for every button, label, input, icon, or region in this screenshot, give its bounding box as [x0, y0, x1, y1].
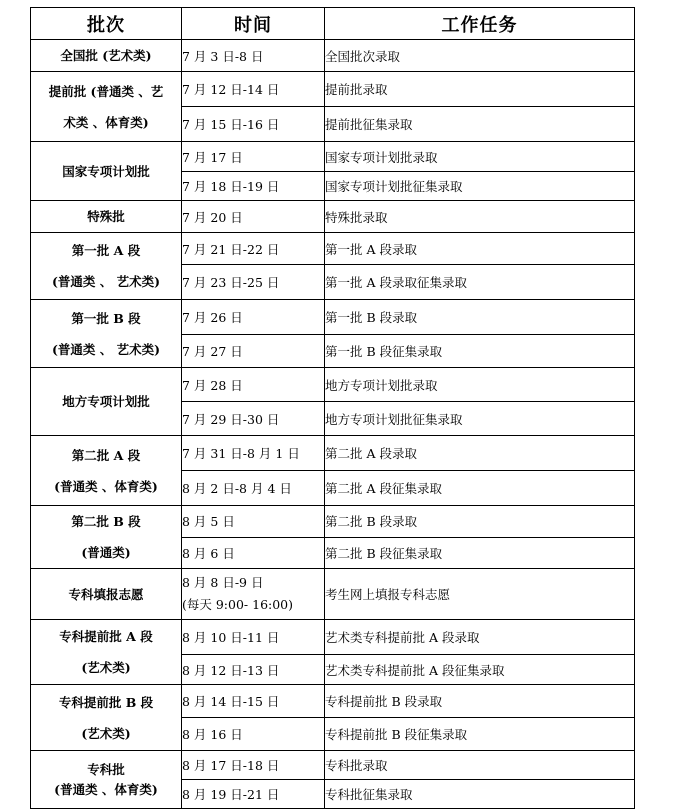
- time-cell: 8 月 12 日-13 日: [182, 655, 325, 685]
- task-cell: 第一批 A 段录取: [325, 233, 635, 265]
- task-cell: 国家专项计划批征集录取: [325, 172, 635, 201]
- batch-sublabel: (艺术类): [81, 660, 131, 675]
- task-cell: 特殊批录取: [325, 201, 635, 233]
- table-row: [31, 72, 635, 107]
- time-cell: 8 月 5 日: [182, 506, 325, 538]
- time-cell: 7 月 28 日: [182, 368, 325, 402]
- table-row: [31, 751, 635, 780]
- task-cell: 提前批录取: [325, 72, 635, 107]
- time-cell: 7 月 15 日-16 日: [182, 107, 325, 142]
- batch-label: 专科提前批 B 段: [58, 694, 154, 710]
- time-range: 8 月 8 日-9 日: [182, 575, 264, 590]
- batch-label: 地方专项计划批: [62, 394, 150, 409]
- time-cell: 8 月 17 日-18 日: [182, 751, 325, 780]
- table-row: [31, 620, 635, 655]
- table-row: [31, 201, 635, 233]
- task-cell: 第一批 B 段录取: [325, 300, 635, 335]
- admission-schedule-table: [30, 7, 635, 809]
- table-row: [31, 368, 635, 402]
- task-cell: 全国批次录取: [325, 40, 635, 72]
- task-cell: 考生网上填报专科志愿: [325, 569, 635, 620]
- task-cell: 第一批 B 段征集录取: [325, 335, 635, 368]
- table-row: [31, 300, 635, 335]
- task-cell: 国家专项计划批录取: [325, 142, 635, 172]
- table-row: [31, 142, 635, 172]
- batch-label: 专科填报志愿: [68, 586, 144, 602]
- task-cell: 专科批录取: [325, 751, 635, 780]
- task-cell: 专科提前批 B 段录取: [325, 685, 635, 718]
- time-cell: 8 月 2 日-8 月 4 日: [182, 471, 325, 506]
- batch-label: 第二批 A 段: [71, 447, 141, 463]
- batch-label: 国家专项计划批: [62, 163, 150, 179]
- time-cell: 7 月 23 日-25 日: [182, 265, 325, 300]
- batch-cell: [31, 40, 182, 72]
- task-cell: 专科批征集录取: [325, 780, 635, 809]
- header-row: [31, 8, 635, 40]
- task-cell: 专科提前批 B 段征集录取: [325, 718, 635, 751]
- batch-cell: [31, 368, 182, 436]
- batch-label: 第一批 B 段: [71, 310, 141, 326]
- header-batch: 批次: [31, 8, 182, 40]
- batch-sublabel: (普通类 、 艺术类): [51, 341, 161, 357]
- batch-sublabel: (普通类 、体育类): [54, 781, 158, 797]
- batch-cell: [31, 620, 182, 685]
- time-cell: 7 月 26 日: [182, 300, 325, 335]
- time-cell: 8 月 16 日: [182, 718, 325, 751]
- time-cell: 7 月 17 日: [182, 142, 325, 172]
- table-row: [31, 685, 635, 718]
- batch-sublabel: 术类 、体育类): [63, 114, 149, 130]
- schedule-table-container: [30, 7, 635, 809]
- table-row: [31, 506, 635, 538]
- time-cell: 7 月 29 日-30 日: [182, 402, 325, 436]
- time-daily-hours: (每天 9:00- 16:00): [182, 597, 294, 612]
- task-cell: 第二批 B 段征集录取: [325, 537, 635, 569]
- time-cell: 7 月 12 日-14 日: [182, 72, 325, 107]
- time-cell: 8 月 14 日-15 日: [182, 685, 325, 718]
- batch-label: 全国批 (艺术类): [60, 48, 152, 63]
- time-cell: 7 月 3 日-8 日: [182, 40, 325, 72]
- batch-cell: [31, 72, 182, 142]
- task-cell: 地方专项计划批录取: [325, 368, 635, 402]
- task-cell: 第二批 A 段征集录取: [325, 471, 635, 506]
- time-cell: 7 月 31 日-8 月 1 日: [182, 436, 325, 471]
- batch-label: 专科批: [87, 761, 125, 777]
- table-row: [31, 436, 635, 471]
- header-task: 工作任务: [325, 8, 635, 40]
- time-cell: 8 月 10 日-11 日: [182, 620, 325, 655]
- time-cell: 8 月 6 日: [182, 537, 325, 569]
- batch-label: 提前批 (普通类 、艺: [48, 83, 164, 99]
- batch-sublabel: (普通类 、体育类): [54, 478, 158, 494]
- time-cell: [182, 569, 325, 620]
- time-cell: 8 月 19 日-21 日: [182, 780, 325, 809]
- table-row: [31, 233, 635, 265]
- batch-sublabel: (艺术类): [81, 725, 131, 741]
- batch-sublabel: (普通类): [81, 545, 131, 560]
- task-cell: 地方专项计划批征集录取: [325, 402, 635, 436]
- table-row: [31, 40, 635, 72]
- batch-label: 第二批 B 段: [71, 514, 141, 529]
- batch-label: 特殊批: [87, 209, 125, 224]
- task-cell: 艺术类专科提前批 A 段录取: [325, 620, 635, 655]
- task-cell: 第二批 B 段录取: [325, 506, 635, 538]
- task-cell: 第二批 A 段录取: [325, 436, 635, 471]
- batch-cell: [31, 233, 182, 300]
- batch-cell: [31, 300, 182, 368]
- time-cell: 7 月 20 日: [182, 201, 325, 233]
- header-time: 时间: [182, 8, 325, 40]
- batch-sublabel: (普通类 、 艺术类): [51, 274, 161, 289]
- batch-cell: [31, 506, 182, 569]
- batch-cell: [31, 751, 182, 809]
- table-row: [31, 569, 635, 620]
- batch-cell: [31, 142, 182, 201]
- batch-cell: [31, 685, 182, 751]
- time-cell: 7 月 27 日: [182, 335, 325, 368]
- task-cell: 提前批征集录取: [325, 107, 635, 142]
- task-cell: 第一批 A 段录取征集录取: [325, 265, 635, 300]
- batch-cell: [31, 436, 182, 506]
- batch-label: 专科提前批 A 段: [59, 629, 153, 644]
- task-cell: 艺术类专科提前批 A 段征集录取: [325, 655, 635, 685]
- time-cell: 7 月 21 日-22 日: [182, 233, 325, 265]
- batch-cell: [31, 569, 182, 620]
- time-cell: 7 月 18 日-19 日: [182, 172, 325, 201]
- batch-cell: [31, 201, 182, 233]
- batch-label: 第一批 A 段: [71, 243, 141, 258]
